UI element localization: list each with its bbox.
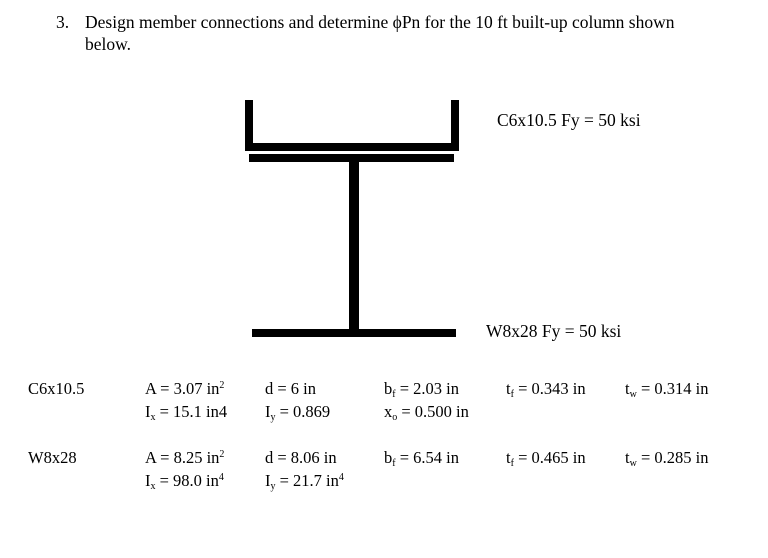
w-shape-bottom-flange <box>252 329 456 337</box>
channel-depth: d = 6 in <box>265 379 317 398</box>
channel-tf: $t_f = 0.343$ in <box>506 379 586 400</box>
channel-area: A = 3.07 $in^2$ <box>145 379 225 398</box>
channel-iy: $I_y = 0.869$ <box>265 402 331 423</box>
channel-ix: $I_x = 15.1$ in4 <box>145 402 228 423</box>
wshape-tf: $t_f = 0.465$ in <box>506 448 586 469</box>
channel-tw: $t_w = 0.314$ in <box>625 379 709 400</box>
wshape-depth: d = 8.06 in <box>265 448 337 467</box>
section-name-channel: C6x10.5 <box>28 379 85 398</box>
channel-label: C6x10.5 Fy = 50 ksi <box>497 110 641 130</box>
problem-text-line-2: below. <box>85 34 132 54</box>
channel-bf: $b_f = 2.03$ in <box>384 379 459 400</box>
wshape-tw: $t_w = 0.285$ in <box>625 448 709 469</box>
w-shape-web <box>349 162 359 329</box>
section-name-wshape: W8x28 <box>28 448 77 467</box>
problem-number: 3. <box>56 12 70 32</box>
wshape-iy: $I_y = 21.7$ $in^4$ <box>265 471 344 492</box>
w-shape-top-flange <box>249 154 454 162</box>
channel-xo: $x_o = 0.500$ in <box>384 402 469 423</box>
wshape-bf: $b_f = 6.54$ in <box>384 448 459 469</box>
wshape-area: A = 8.25 $in^2$ <box>145 448 225 467</box>
channel-section <box>245 100 459 151</box>
w-shape-label: W8x28 Fy = 50 ksi <box>486 321 622 341</box>
problem-text-line-1: Design member connections and determine ϕPn for the 10 ft built-up column shown <box>85 12 675 32</box>
wshape-ix: $I_x = 98.0$ $in^4$ <box>145 471 224 492</box>
